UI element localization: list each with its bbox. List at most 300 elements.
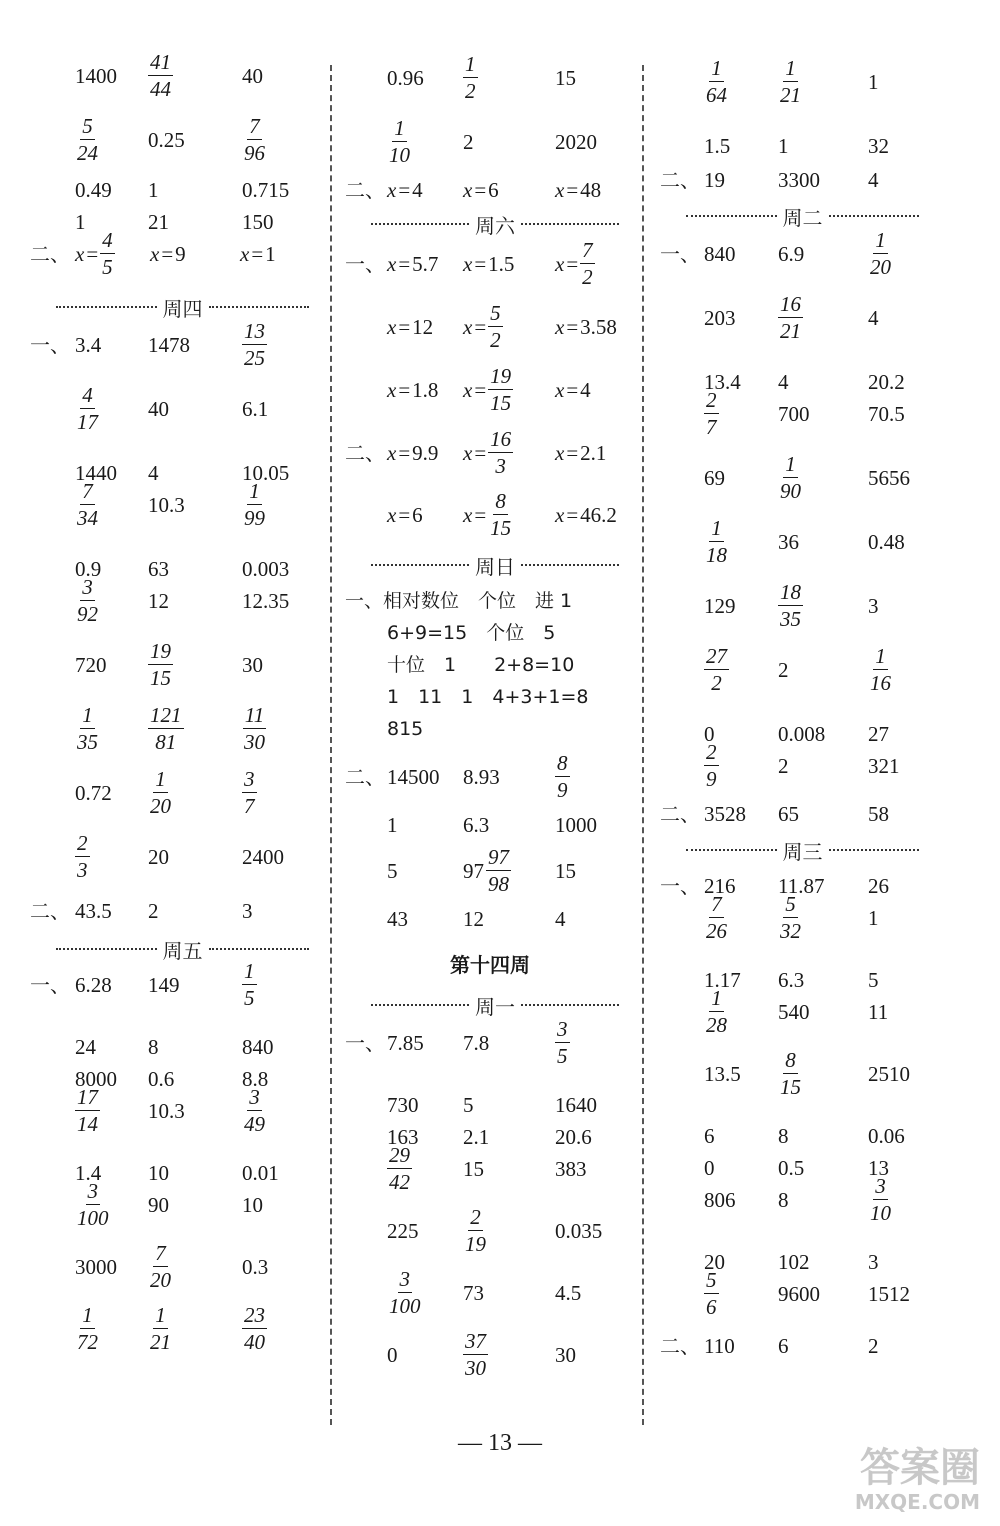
answer-value (778, 968, 804, 993)
fraction-numerator: 1 (711, 986, 722, 1010)
answer-value (868, 802, 889, 827)
answer-cell (868, 644, 893, 695)
answer-cell (242, 319, 267, 370)
fraction (555, 1019, 570, 1067)
number-value: 6.1 (242, 396, 269, 421)
text-answer-line: 十位 1 2+8=10 (387, 654, 575, 676)
number-value: 6 (704, 1123, 715, 1148)
answer-value (704, 390, 719, 438)
fraction-numerator: 17 (77, 1085, 98, 1109)
answer-cell (704, 302, 736, 334)
number-value: 10 (242, 1192, 263, 1217)
equals-sign: = (398, 377, 411, 402)
answer-row (345, 1089, 635, 1121)
answer-value (463, 252, 514, 277)
answer-value (868, 1282, 910, 1307)
answer-value (555, 859, 576, 884)
answer-cell (75, 1031, 96, 1063)
fraction-denominator: 40 (244, 1330, 265, 1354)
watermark-logo (780, 1446, 980, 1516)
answer-cell (75, 60, 117, 92)
number-value: 6.28 (75, 972, 112, 997)
fraction-numerator: 19 (490, 364, 512, 388)
number-value: 0.01 (242, 1160, 279, 1185)
fraction-denominator: 16 (870, 671, 891, 695)
answer-cell (148, 1303, 173, 1354)
section-marker: 二、 (345, 178, 385, 202)
fraction-denominator: 15 (780, 1075, 801, 1099)
number-value: 3 (242, 898, 253, 923)
number-value: 0.48 (868, 529, 905, 554)
answer-value (704, 1124, 715, 1149)
number-value: 2020 (555, 129, 597, 154)
answer-value (242, 769, 257, 817)
answer-cell (242, 206, 274, 238)
fraction (387, 1269, 423, 1317)
answer-cell (555, 751, 570, 802)
answer-cell (778, 1120, 789, 1152)
answer-cell (242, 585, 289, 617)
fraction-denominator: 2 (582, 265, 593, 289)
number-value: 58 (868, 801, 889, 826)
number-value: 65 (778, 801, 799, 826)
section-marker: 二、 (345, 441, 385, 465)
fraction (242, 705, 267, 753)
number-value: 216 (704, 873, 736, 898)
answer-cell (778, 1048, 803, 1099)
fraction-denominator: 35 (77, 730, 98, 754)
number-value: 840 (242, 1034, 274, 1059)
answer-cell (868, 130, 889, 162)
number-value: 5 (868, 967, 879, 992)
answer-row (30, 228, 325, 279)
answer-value (704, 988, 729, 1036)
answer-cell (704, 740, 719, 791)
number-value: 3 (868, 1249, 879, 1274)
answer-value (555, 178, 601, 203)
answer-row (30, 703, 325, 754)
answer-cell (778, 1330, 789, 1362)
fraction-numerator: 121 (150, 703, 182, 727)
number-value: 12.35 (242, 588, 290, 613)
fraction (778, 454, 803, 502)
number-value: 27 (868, 721, 889, 746)
fraction (148, 1243, 173, 1291)
number-value: 15 (463, 1156, 484, 1181)
fraction (242, 321, 267, 369)
equals-sign: = (474, 177, 487, 202)
fraction-numerator: 8 (785, 1048, 796, 1072)
answer-value (868, 906, 879, 931)
number-value: 5656 (868, 465, 910, 490)
answer-cell (463, 761, 500, 793)
answer-cell (75, 1085, 100, 1136)
answer-value (555, 1019, 570, 1067)
fraction-denominator: 21 (150, 1330, 171, 1354)
day-label: 周日 (475, 554, 515, 579)
section-marker: 一、 (660, 242, 700, 266)
fraction-numerator: 8 (495, 489, 506, 513)
answer-row (30, 1241, 325, 1292)
fraction (486, 847, 511, 895)
number-value: 4 (148, 460, 159, 485)
number-value: 1 (778, 133, 789, 158)
equals-sign: = (398, 440, 411, 465)
fraction-numerator: 3 (875, 1174, 886, 1198)
dotted-leader (371, 564, 469, 566)
answer-cell (704, 1152, 715, 1184)
answer-row (30, 319, 325, 370)
fraction-numerator: 1 (394, 116, 405, 140)
answer-value (387, 1343, 398, 1368)
answer-value (555, 1343, 576, 1368)
answer-cell (704, 798, 746, 830)
answer-cell (555, 1277, 581, 1309)
equals-sign: = (474, 251, 487, 276)
answer-row (345, 1205, 635, 1256)
answer-value (704, 518, 729, 566)
number-value: 6.3 (463, 812, 490, 837)
fraction (148, 52, 173, 100)
answer-value (555, 66, 576, 91)
number-value: 6 (412, 502, 423, 527)
answer-value (555, 813, 597, 838)
number-value: 10.3 (148, 492, 185, 517)
dotted-leader (829, 215, 920, 217)
answer-value (555, 378, 591, 403)
number-value: 6 (488, 177, 499, 202)
answer-value (463, 491, 513, 539)
fraction-numerator: 1 (155, 1303, 166, 1327)
number-value: 30 (555, 1342, 576, 1367)
answer-cell (778, 1152, 804, 1184)
fraction-denominator: 5 (557, 1044, 568, 1068)
answer-cell (387, 1143, 412, 1194)
number-value: 46.2 (580, 502, 617, 527)
answer-cell (778, 130, 789, 162)
number-value: 163 (387, 1124, 419, 1149)
fraction-numerator: 7 (249, 114, 260, 138)
answer-value (148, 1243, 173, 1291)
day-label: 周二 (782, 205, 823, 230)
answer-value (148, 210, 169, 235)
number-value: 10 (148, 1160, 169, 1185)
fraction (868, 230, 893, 278)
text-answer-line: 6+9=15 个位 5 (387, 622, 556, 644)
number-value: 0.06 (868, 1123, 905, 1148)
number-value: 14500 (387, 764, 440, 789)
answer-value (704, 894, 729, 942)
number-value: 3 (868, 593, 879, 618)
answer-cell (148, 553, 169, 585)
fraction-denominator: 15 (490, 516, 512, 540)
number-value: 0.9 (75, 556, 102, 581)
number-value: 0 (704, 1155, 715, 1180)
answer-row (30, 767, 325, 818)
answer-value (242, 1087, 267, 1135)
answer-cell (463, 903, 484, 935)
fraction (463, 1331, 488, 1379)
section-marker: 二、 (30, 899, 70, 923)
answer-value (242, 178, 289, 203)
fraction-denominator: 28 (706, 1013, 727, 1037)
fraction (75, 481, 100, 529)
fraction (463, 1207, 488, 1255)
answer-cell (242, 393, 268, 425)
fraction-numerator: 1 (711, 56, 722, 80)
answer-value (242, 961, 257, 1009)
answer-cell (75, 831, 90, 882)
answer-cell (148, 1157, 169, 1189)
section-marker: 一、 (660, 874, 700, 898)
variable-x: x (463, 502, 473, 527)
answer-cell (75, 649, 107, 681)
answer-value (778, 294, 803, 342)
number-value: 2.1 (580, 440, 607, 465)
number-value: 1.4 (75, 1160, 102, 1185)
number-value: 1 (387, 812, 398, 837)
answer-value (148, 899, 159, 924)
number-value: 8 (148, 1034, 159, 1059)
answer-cell (463, 301, 503, 352)
answer-cell (242, 114, 267, 165)
answer-value (704, 242, 736, 267)
variable-x: x (387, 502, 397, 527)
number-value: 0.72 (75, 780, 112, 805)
answer-row (660, 56, 935, 107)
answer-cell (75, 895, 112, 927)
answer-value (148, 397, 169, 422)
number-value: 3.58 (580, 314, 617, 339)
answer-cell (868, 1246, 879, 1278)
answer-value (778, 168, 820, 193)
number-value: 1 (75, 209, 86, 234)
fraction-denominator: 18 (706, 543, 727, 567)
fraction-numerator: 29 (389, 1143, 410, 1167)
equals-sign: = (566, 251, 579, 276)
fraction (704, 1270, 719, 1318)
section-marker: 一、 (30, 333, 70, 357)
answer-value (148, 178, 159, 203)
answer-row (345, 809, 635, 841)
answer-value (868, 646, 893, 694)
number-value: 90 (148, 1192, 169, 1217)
answer-cell (778, 452, 803, 503)
fraction-numerator: 7 (711, 892, 722, 916)
answer-row (345, 301, 635, 352)
answer-value (704, 466, 725, 491)
answer-value (148, 589, 169, 614)
number-value: 12 (148, 588, 169, 613)
fraction-denominator: 21 (780, 319, 801, 343)
answer-cell (555, 1089, 597, 1121)
answer-cell (242, 1303, 267, 1354)
answer-value (148, 128, 185, 153)
variable-x: x (463, 314, 473, 339)
dotted-leader (686, 849, 777, 851)
answer-value (868, 466, 910, 491)
answer-value (387, 765, 440, 790)
dotted-leader (829, 849, 920, 851)
answer-row (660, 1152, 935, 1184)
answer-row (660, 1174, 935, 1225)
answer-row (345, 52, 635, 103)
answer-cell (868, 902, 879, 934)
fraction-denominator: 6 (706, 1295, 717, 1319)
fraction-numerator: 3 (244, 767, 255, 791)
answer-cell (868, 870, 889, 902)
number-value: 102 (778, 1249, 810, 1274)
fraction-numerator: 13 (244, 319, 265, 343)
answer-cell (868, 750, 900, 782)
answer-value (463, 1031, 489, 1056)
number-value: 13.5 (704, 1061, 741, 1086)
answer-cell (148, 489, 185, 521)
section-marker: 二、 (660, 1334, 700, 1358)
number-value: 8.93 (463, 764, 500, 789)
fraction-denominator: 42 (389, 1170, 410, 1194)
column-2 (345, 0, 635, 1430)
answer-cell (148, 969, 180, 1001)
fraction-denominator: 21 (780, 83, 801, 107)
answer-cell (75, 777, 112, 809)
number-value: 225 (387, 1218, 419, 1243)
answer-value (704, 1156, 715, 1181)
answer-value (75, 333, 101, 358)
answer-value (148, 1161, 169, 1186)
fraction (148, 641, 173, 689)
answer-value (387, 118, 412, 166)
answer-value (868, 1124, 905, 1149)
answer-cell (75, 174, 112, 206)
fraction-denominator: 64 (706, 83, 727, 107)
answer-cell (148, 767, 173, 818)
answer-value (868, 370, 905, 395)
fraction (704, 988, 729, 1036)
answer-value (242, 1305, 267, 1353)
answer-cell (387, 174, 423, 206)
answer-row (30, 114, 325, 165)
answer-cell (778, 398, 810, 430)
answer-cell (555, 238, 595, 289)
answer-row (660, 740, 935, 791)
fraction-numerator: 19 (150, 639, 171, 663)
fraction (148, 769, 173, 817)
answer-cell (704, 164, 725, 196)
answer-cell (778, 1184, 789, 1216)
answer-cell (148, 1095, 185, 1127)
number-value: 720 (75, 652, 107, 677)
fraction-denominator: 98 (488, 872, 509, 896)
fraction (148, 1305, 173, 1353)
answer-row (30, 575, 325, 626)
equals-sign: = (474, 440, 487, 465)
answer-value (387, 907, 408, 932)
answer-cell (704, 516, 729, 567)
answer-cell (704, 1058, 741, 1090)
answer-value (75, 64, 117, 89)
answer-row (30, 1085, 325, 1136)
fraction (868, 646, 893, 694)
fraction-denominator: 20 (150, 1268, 171, 1292)
day-divider (680, 200, 925, 232)
answer-row (660, 1330, 935, 1362)
answer-cell (148, 639, 173, 690)
answer-cell (778, 56, 803, 107)
day-label: 周三 (782, 839, 823, 864)
fraction (75, 577, 100, 625)
fraction (463, 54, 478, 102)
answer-value (555, 130, 597, 155)
answer-value (148, 769, 173, 817)
section-marker: 一、 (345, 1031, 385, 1055)
whole-number: 97 (463, 858, 484, 883)
answer-cell (148, 1241, 173, 1292)
number-value: 30 (242, 652, 263, 677)
answer-row (345, 174, 635, 206)
answer-value (463, 813, 489, 838)
answer-value (868, 70, 879, 95)
answer-cell (555, 1215, 602, 1247)
fraction-denominator: 9 (557, 778, 568, 802)
answer-cell (778, 292, 803, 343)
answer-value (387, 813, 398, 838)
fraction-denominator: 35 (780, 607, 801, 631)
answer-cell (868, 798, 889, 830)
fraction (242, 961, 257, 1009)
answer-cell (242, 174, 289, 206)
answer-value (75, 1305, 100, 1353)
answer-value (778, 754, 789, 779)
number-value: 2.1 (463, 1124, 490, 1149)
number-value: 2400 (242, 844, 284, 869)
answer-value (868, 594, 879, 619)
dotted-leader (521, 564, 619, 566)
answer-value (463, 765, 500, 790)
answer-cell (555, 1121, 592, 1153)
answer-cell (387, 374, 438, 406)
answer-value (868, 1334, 879, 1359)
answer-row (660, 644, 935, 695)
number-value: 36 (778, 529, 799, 554)
answer-value (704, 802, 746, 827)
number-value: 8 (778, 1123, 789, 1148)
answer-cell (778, 892, 803, 943)
section-marker: 一、 (345, 252, 385, 276)
fraction-numerator: 3 (82, 575, 93, 599)
fraction (555, 753, 570, 801)
fraction-numerator: 2 (470, 1205, 481, 1229)
answer-value (75, 973, 112, 998)
fraction (868, 1176, 893, 1224)
answer-cell (148, 124, 185, 156)
variable-x: x (555, 377, 565, 402)
answer-value (868, 1000, 888, 1025)
number-value: 1 (868, 69, 879, 94)
answer-value (778, 658, 789, 683)
answer-cell (463, 1027, 489, 1059)
answer-value (555, 753, 570, 801)
fraction-denominator: 44 (150, 77, 171, 101)
number-value: 203 (704, 305, 736, 330)
number-value: 9600 (778, 1281, 820, 1306)
answer-value (75, 385, 100, 433)
number-value: 0 (387, 1342, 398, 1367)
equals-sign: = (566, 377, 579, 402)
answer-row (660, 1246, 935, 1278)
answer-cell (75, 703, 100, 754)
answer-cell (387, 62, 424, 94)
